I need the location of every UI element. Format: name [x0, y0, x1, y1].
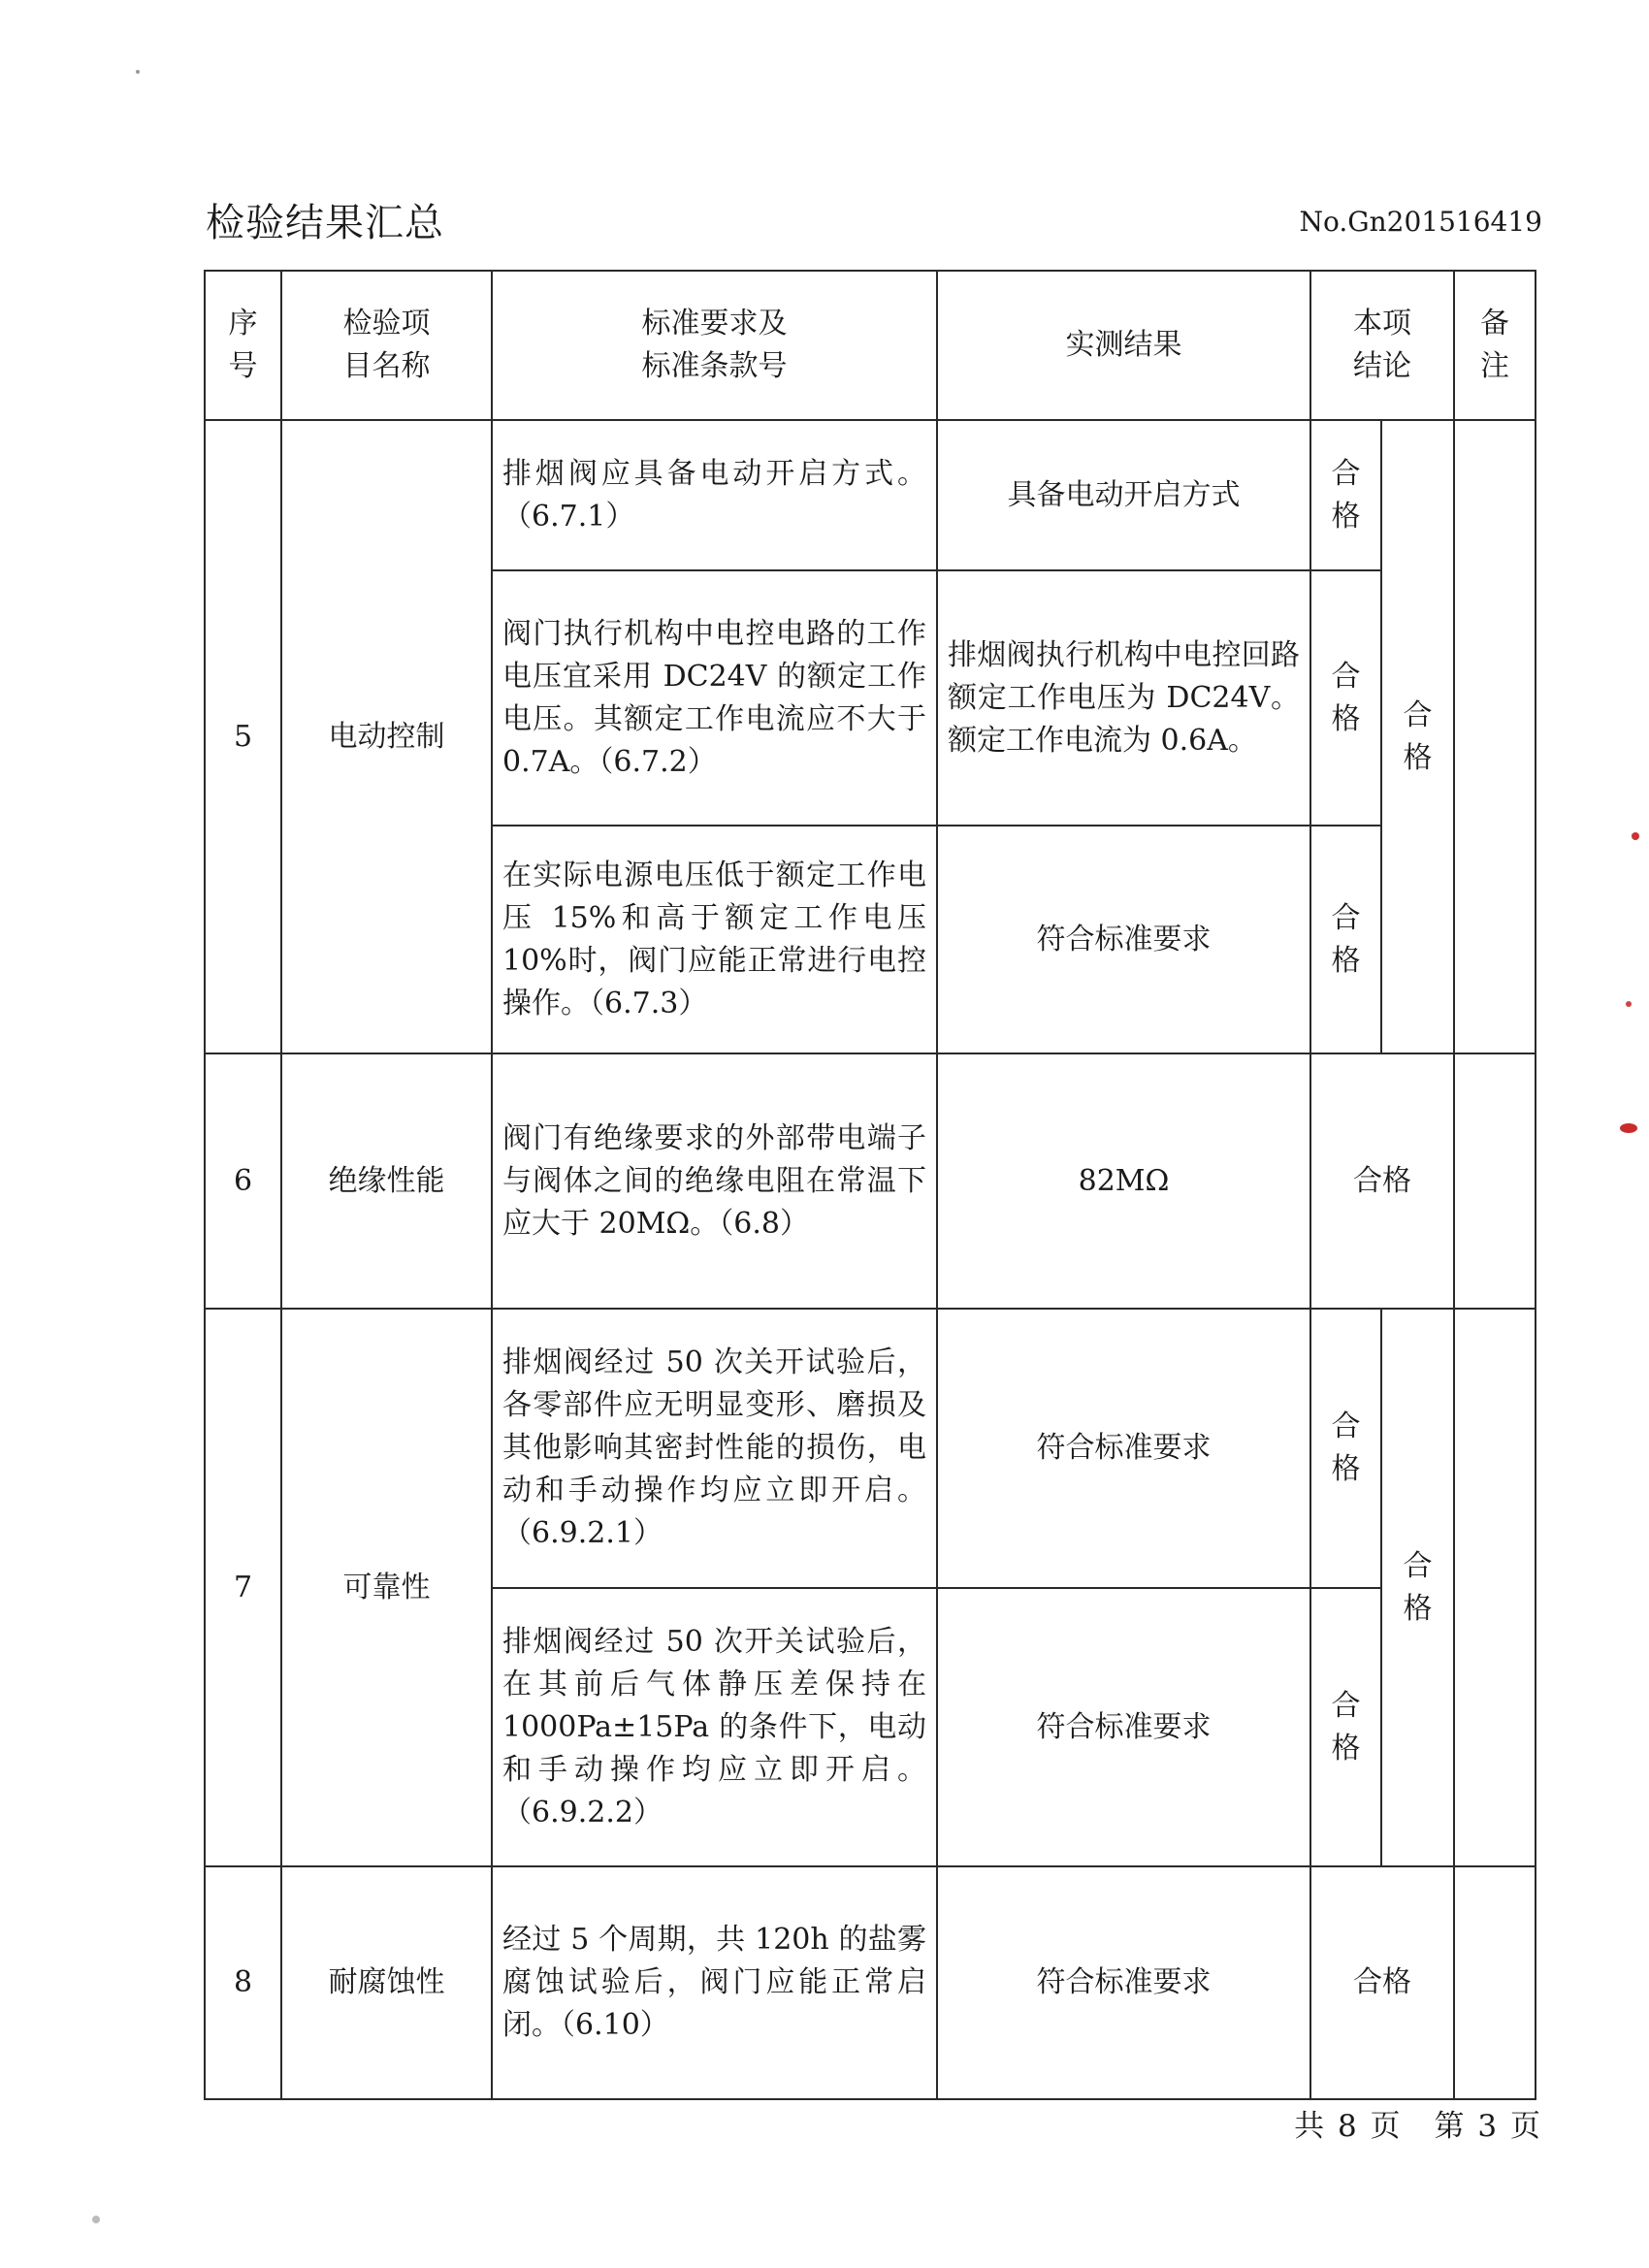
remark-cell: [1454, 1309, 1536, 1866]
sub-verdict: 合 格: [1310, 1309, 1381, 1588]
col-remark-header: 备 注: [1454, 271, 1536, 420]
row-number: 6: [205, 1053, 281, 1309]
row-number: 7: [205, 1309, 281, 1866]
item-name: 电动控制: [281, 420, 492, 1053]
scan-mark: [1632, 832, 1639, 840]
measured-result: 符合标准要求: [937, 1588, 1310, 1866]
overall-verdict: 合 格: [1381, 1309, 1454, 1866]
measured-result: 符合标准要求: [937, 826, 1310, 1053]
page-footer: 共 8 页 第 3 页: [1294, 2109, 1542, 2144]
table-row: [205, 420, 1536, 570]
item-name: 耐腐蚀性: [281, 1866, 492, 2099]
sub-verdict: 合 格: [1310, 420, 1381, 570]
overall-verdict: 合 格: [1381, 420, 1454, 1053]
scan-mark: [92, 2216, 100, 2223]
scan-mark: [136, 70, 140, 74]
col-no-header: 序 号: [205, 271, 281, 420]
page-title: 检验结果汇总: [206, 201, 444, 245]
standard-requirement: 阀门执行机构中电控电路的工作电压宜采用 DC24V 的额定工作电压。其额定工作电流应不大于 0.7A。（6.7.2）: [492, 570, 937, 826]
item-name: 绝缘性能: [281, 1053, 492, 1309]
table-row: [205, 1866, 1536, 2099]
remark-cell: [1454, 420, 1536, 1053]
overall-verdict: 合格: [1310, 1053, 1454, 1309]
scan-mark: [1626, 1001, 1632, 1007]
report-number: No.Gn201516419: [1299, 206, 1542, 238]
table-row: [205, 1053, 1536, 1309]
remark-cell: [1454, 1866, 1536, 2099]
overall-verdict: 合格: [1310, 1866, 1454, 2099]
sub-verdict: 合 格: [1310, 1588, 1381, 1866]
remark-cell: [1454, 1053, 1536, 1309]
col-conclusion-header: 本项 结论: [1310, 271, 1454, 420]
measured-result: 符合标准要求: [937, 1866, 1310, 2099]
item-name: 可靠性: [281, 1309, 492, 1866]
row-number: 8: [205, 1866, 281, 2099]
standard-requirement: 排烟阀经过 50 次开关试验后，在其前后气体静压差保持在 1000Pa±15Pa 的条件下，电动和手动操作均应立即开启。（6.9.2.2）: [492, 1588, 937, 1866]
standard-requirement: 在实际电源电压低于额定工作电压 15%和高于额定工作电压 10%时，阀门应能正常进行电控操作。（6.7.3）: [492, 826, 937, 1053]
scan-mark: [1620, 1123, 1637, 1133]
standard-requirement: 排烟阀应具备电动开启方式。（6.7.1）: [492, 420, 937, 570]
col-result-header: 实测结果: [937, 271, 1310, 420]
table-row: [205, 1309, 1536, 1588]
sub-verdict: 合 格: [1310, 826, 1381, 1053]
col-item-header: 检验项 目名称: [281, 271, 492, 420]
measured-result: 具备电动开启方式: [937, 420, 1310, 570]
col-standard-header: 标准要求及 标准条款号: [492, 271, 937, 420]
standard-requirement: 阀门有绝缘要求的外部带电端子与阀体之间的绝缘电阻在常温下应大于 20MΩ。（6.8）: [492, 1053, 937, 1309]
measured-result: 82MΩ: [937, 1053, 1310, 1309]
measured-result: 排烟阀执行机构中电控回路额定工作电压为 DC24V。额定工作电流为 0.6A。: [937, 570, 1310, 826]
standard-requirement: 经过 5 个周期，共 120h 的盐雾腐蚀试验后，阀门应能正常启闭。（6.10）: [492, 1866, 937, 2099]
sub-verdict: 合 格: [1310, 570, 1381, 826]
standard-requirement: 排烟阀经过 50 次关开试验后，各零部件应无明显变形、磨损及其他影响其密封性能的损伤，电动和手动操作均应立即开启。（6.9.2.1）: [492, 1309, 937, 1588]
header-row: [205, 271, 1536, 420]
measured-result: 符合标准要求: [937, 1309, 1310, 1588]
results-table: [204, 270, 1536, 2100]
row-number: 5: [205, 420, 281, 1053]
